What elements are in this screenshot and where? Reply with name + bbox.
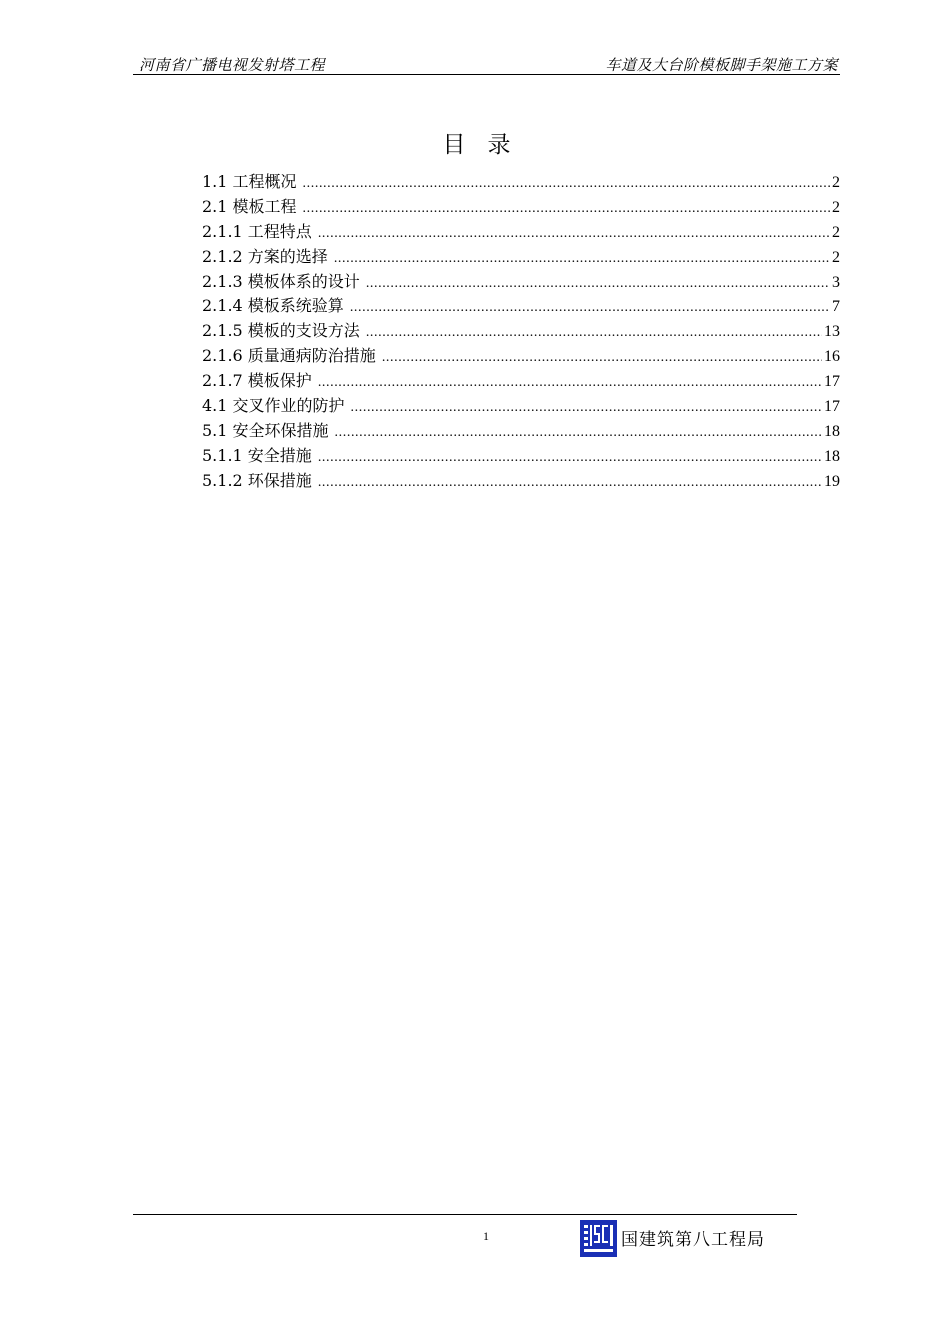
toc-entry[interactable] [202,419,840,444]
toc-entry-page: 13 [824,323,840,341]
toc-leader-dots [334,247,830,272]
toc-entry[interactable] [202,369,840,394]
toc-entry[interactable] [202,444,840,469]
toc-entry-page: 2 [832,198,840,216]
toc-entry-page: 2 [832,248,840,266]
toc-entry-label: 5.1.2 环保措施 [202,470,312,490]
cscec-logo-icon [580,1220,617,1257]
toc-entry-label: 2.1.6 质量通病防治措施 [202,346,376,366]
table-of-contents [202,170,840,494]
toc-leader-dots [335,421,822,446]
toc-leader-dots [318,471,822,496]
header-project-name: 河南省广播电视发射塔工程 [139,56,326,74]
toc-entry-page: 17 [824,373,840,391]
toc-leader-dots [318,371,822,396]
toc-entry-label: 4.1 交叉作业的防护 [202,396,345,416]
toc-leader-dots [303,197,830,222]
toc-entry-page: 7 [832,298,840,316]
toc-entry-label: 2.1.3 模板体系的设计 [202,271,360,291]
toc-entry-page: 18 [824,422,840,440]
toc-title: 目录 [442,132,533,158]
toc-entry-label: 5.1.1 安全措施 [202,445,312,465]
footer-organization: 国建筑第八工程局 [621,1230,765,1250]
toc-entry-page: 18 [824,447,840,465]
toc-leader-dots [350,296,830,321]
toc-entry-label: 2.1.5 模板的支设方法 [202,321,360,341]
toc-leader-dots [382,346,822,371]
toc-entry-page: 16 [824,348,840,366]
toc-entry[interactable] [202,220,840,245]
toc-entry-label: 2.1.4 模板系统验算 [202,296,344,316]
toc-entry-label: 2.1.7 模板保护 [202,371,312,391]
toc-entry[interactable] [202,319,840,344]
toc-entry[interactable] [202,245,840,270]
toc-entry-label: 1.1 工程概况 [202,172,297,191]
toc-leader-dots [318,222,830,247]
logo-mark [580,1220,617,1257]
header-divider [133,74,840,75]
toc-leader-dots [366,321,822,346]
toc-entry-page: 2 [832,223,840,241]
header-document-title: 车道及大台阶模板脚手架施工方案 [605,56,838,74]
toc-entry[interactable] [202,344,840,369]
page-header [133,54,840,74]
toc-entry-label: 2.1.1 工程特点 [202,221,312,241]
toc-leader-dots [351,396,822,421]
toc-leader-dots [318,446,822,471]
toc-entry[interactable] [202,394,840,419]
toc-entry[interactable] [202,270,840,295]
toc-entry-page: 17 [824,398,840,416]
toc-entry-label: 2.1.2 方案的选择 [202,246,328,266]
toc-entry[interactable] [202,170,840,195]
toc-leader-dots [366,272,830,297]
toc-entry[interactable] [202,469,840,494]
toc-entry-label: 2.1 模板工程 [202,196,297,216]
toc-leader-dots [303,172,830,197]
toc-entry-page: 2 [832,174,840,191]
toc-entry-page: 3 [832,273,840,291]
toc-entry-page: 19 [824,472,840,490]
footer-divider [133,1214,797,1215]
page-number: 1 [483,1229,489,1243]
toc-entry-label: 5.1 安全环保措施 [202,420,329,440]
toc-entry[interactable] [202,294,840,319]
toc-entry[interactable] [202,195,840,220]
